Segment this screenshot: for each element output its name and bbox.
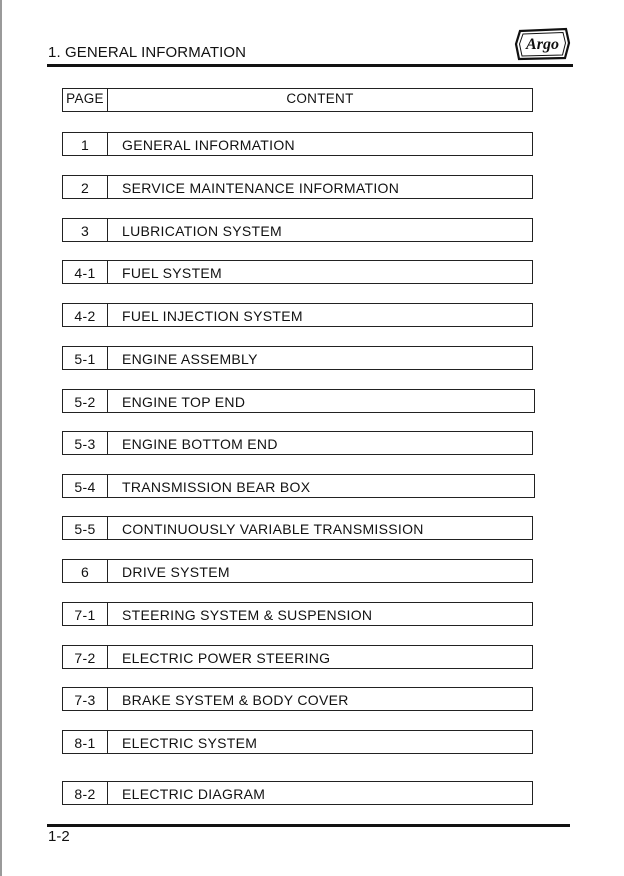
toc-row[interactable] [62, 218, 533, 242]
toc-page-number: 8-2 [63, 782, 108, 804]
toc-row[interactable] [62, 389, 535, 413]
toc-header-row [62, 88, 533, 112]
toc-page-number: 8-1 [63, 731, 108, 753]
toc-entry-title: ELECTRIC SYSTEM [122, 735, 258, 751]
logo-text: Argo [526, 36, 559, 53]
toc-page-number: 7-3 [63, 688, 108, 710]
toc-entry-title: GENERAL INFORMATION [122, 137, 295, 153]
toc-entry-title: ELECTRIC DIAGRAM [122, 786, 266, 802]
toc-page-number: 7-1 [63, 603, 108, 625]
argo-logo [514, 27, 571, 61]
toc-row[interactable] [62, 781, 533, 805]
toc-entry-title: ENGINE ASSEMBLY [122, 351, 258, 367]
toc-row[interactable] [62, 645, 533, 669]
toc-page-number: 6 [63, 560, 108, 582]
page-left-border [0, 0, 2, 876]
toc-page-number: 5-5 [63, 517, 108, 539]
toc-entry-title: LUBRICATION SYSTEM [122, 223, 282, 239]
toc-page-number: 4-2 [63, 304, 108, 326]
toc-row[interactable] [62, 346, 533, 370]
toc-page-number: 2 [63, 176, 108, 198]
toc-page-number: 5-2 [63, 390, 108, 412]
footer-rule [47, 824, 570, 827]
section-title: 1. GENERAL INFORMATION [48, 44, 247, 61]
toc-row[interactable] [62, 474, 535, 498]
toc-row[interactable] [62, 431, 533, 455]
toc-row[interactable] [62, 175, 533, 199]
toc-entry-title: BRAKE SYSTEM & BODY COVER [122, 692, 349, 708]
toc-entry-title: ELECTRIC POWER STEERING [122, 650, 331, 666]
toc-page-number: 5-1 [63, 347, 108, 369]
page-column-header: PAGE [63, 89, 108, 111]
toc-entry-title: CONTINUOUSLY VARIABLE TRANSMISSION [122, 521, 424, 537]
toc-row[interactable] [62, 730, 533, 754]
toc-entry-title: STEERING SYSTEM & SUSPENSION [122, 607, 373, 623]
header-rule [47, 64, 573, 67]
footer-page-number: 1-2 [48, 828, 70, 845]
toc-row[interactable] [62, 687, 533, 711]
toc-entry-title: ENGINE BOTTOM END [122, 436, 278, 452]
toc-entry-title: DRIVE SYSTEM [122, 564, 230, 580]
toc-page-number: 1 [63, 133, 108, 155]
toc-entry-title: FUEL SYSTEM [122, 265, 223, 281]
toc-row[interactable] [62, 132, 533, 156]
toc-entry-title: TRANSMISSION BEAR BOX [122, 479, 311, 495]
toc-row[interactable] [62, 303, 533, 327]
toc-page-number: 4-1 [63, 261, 108, 283]
toc-row[interactable] [62, 516, 533, 540]
toc-page-number: 7-2 [63, 646, 108, 668]
toc-entry-title: FUEL INJECTION SYSTEM [122, 308, 303, 324]
toc-entry-title: SERVICE MAINTENANCE INFORMATION [122, 180, 400, 196]
toc-page-number: 5-3 [63, 432, 108, 454]
toc-page-number: 5-4 [63, 475, 108, 497]
toc-row[interactable] [62, 260, 533, 284]
toc-row[interactable] [62, 559, 533, 583]
toc-entry-title: ENGINE TOP END [122, 394, 246, 410]
toc-row[interactable] [62, 602, 533, 626]
toc-page-number: 3 [63, 219, 108, 241]
content-column-header: CONTENT [286, 91, 354, 106]
